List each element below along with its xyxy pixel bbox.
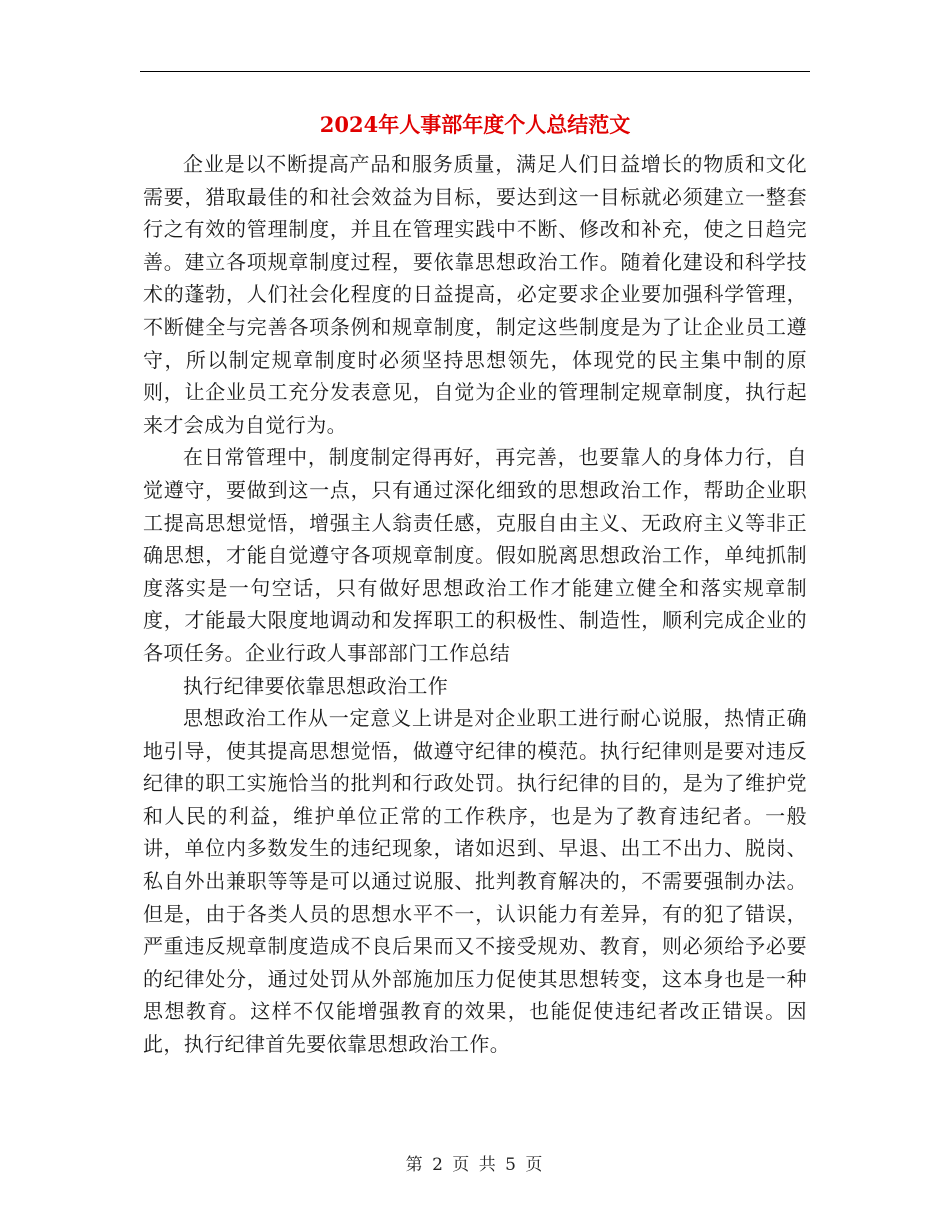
paragraph-discipline: 思想政治工作从一定意义上讲是对企业职工进行耐心说服，热情正确地引导，使其提高思想觉悟，做遵守纪律的模范。执行纪律则是要对违反纪律的职工实施恰当的批判和行政处罚。执行纪律的目的，是为了维护党和人民的利益，维护单位正常的工作秩序，也是为了教育违纪者。一般讲，单位内多数发生的违纪现象，诸如迟到、早退、出工不出力、脱岗、私自外出兼职等等是可以通过说服、批判教育解决的，不需要强制办法。但是，由于各类人员的思想水平不一，认识能力有差异，有的犯了错误，严重违反规章制度造成不良后果而又不接受规劝、教育，则必须给予必要的纪律处分，通过处罚从外部施加压力促使其思想转变，这本身也是一种思想教育。这样不仅能增强教育的效果，也能促使违纪者改正错误。因此，执行纪律首先要依靠思想政治工作。 (143, 706, 807, 1057)
document-title: 2024年人事部年度个人总结范文 (319, 112, 631, 137)
page-number: 第 2 页 共 5 页 (405, 1155, 545, 1175)
section-heading-discipline: 执行纪律要依靠思想政治工作 (183, 673, 449, 698)
paragraph-daily-management: 在日常管理中，制度制定得再好，再完善，也要靠人的身体力行，自觉遵守，要做到这一点，只有通过深化细致的思想政治工作，帮助企业职工提高思想觉悟，增强主人翁责任感，克服自由主义、无政府主义等非正确思想，才能自觉遵守各项规章制度。假如脱离思想政治工作，单纯抓制度落实是一句空话，只有做好思想政治工作才能建立健全和落实规章制度，才能最大限度地调动和发挥职工的积极性、制造性，顺利完成企业的各项任务。企业行政人事部部门工作总结 (143, 445, 807, 665)
paragraph-intro: 企业是以不断提高产品和服务质量，满足人们日益增长的物质和文化需要，猎取最佳的和社会效益为目标，要达到这一目标就必须建立一整套行之有效的管理制度，并且在管理实践中不断、修改和补充，使之日趋完善。建立各项规章制度过程，要依靠思想政治工作。随着化建设和科学技术的蓬勃，人们社会化程度的日益提高，必定要求企业要加强科学管理，不断健全与完善各项条例和规章制度，制定这些制度是为了让企业员工遵守，所以制定规章制度时必须坚持思想领先，体现党的民主集中制的原则，让企业员工充分发表意见，自觉为企业的管理制定规章制度，执行起来才会成为自觉行为。 (143, 152, 807, 437)
header-rule (140, 71, 810, 72)
document-body (143, 148, 807, 1061)
